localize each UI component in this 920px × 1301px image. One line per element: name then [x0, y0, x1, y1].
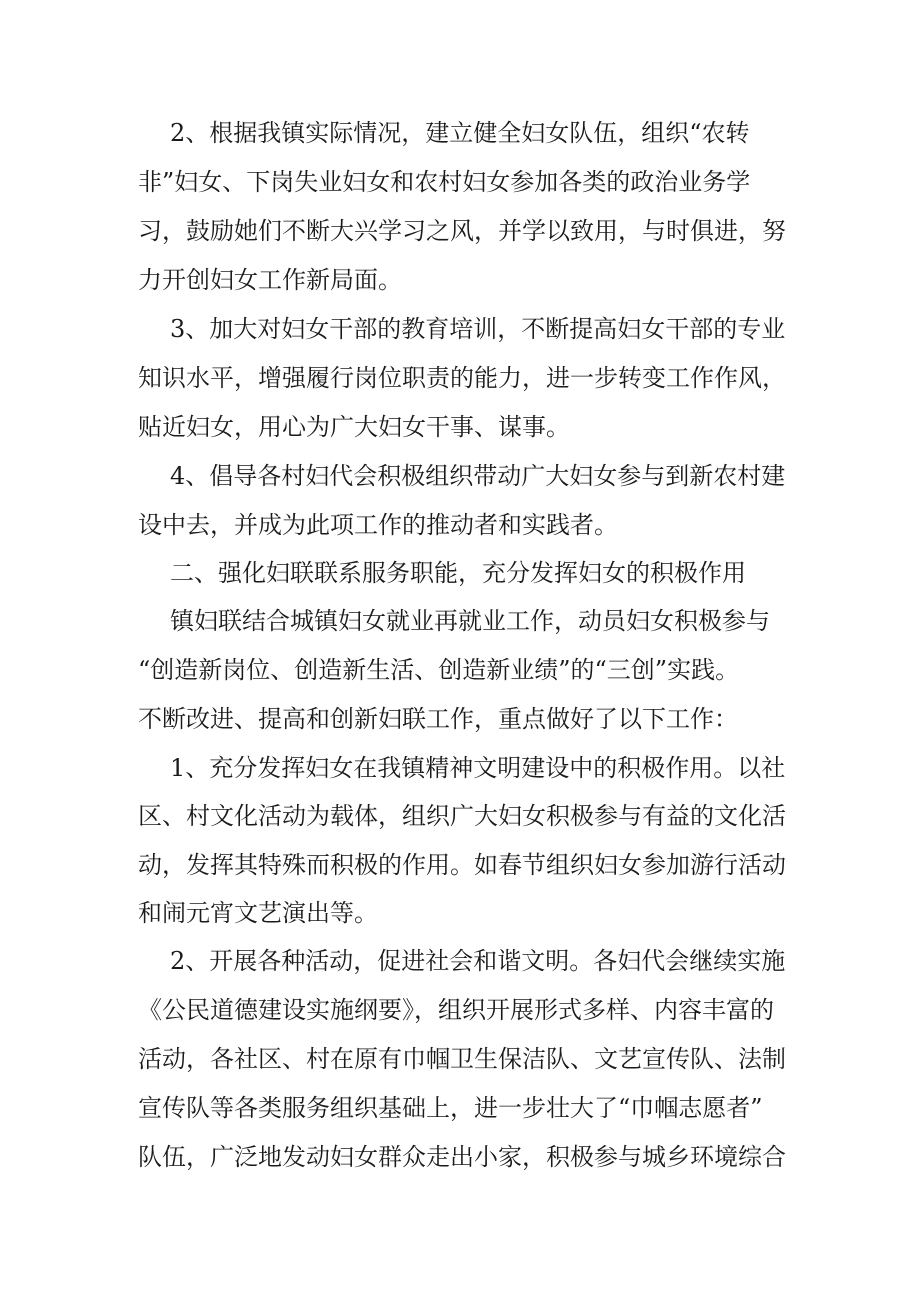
paragraph-line: 区、村文化活动为载体，组织广大妇女积极参与有益的文化活 — [138, 802, 786, 830]
paragraph-line: 宣传队等各类服务组织基础上，进一步壮大了“巾帼志愿者” — [138, 1094, 763, 1122]
paragraph-line: 1、充分发挥妇女在我镇精神文明建设中的积极作用。以社 — [170, 754, 786, 782]
section-heading: 二、强化妇联联系服务职能，充分发挥妇女的积极作用 — [170, 559, 746, 587]
paragraph-line: 2、开展各种活动，促进社会和谐文明。各妇代会继续实施 — [170, 947, 786, 975]
paragraph-line: 2、根据我镇实际情况，建立健全妇女队伍，组织“农转 — [170, 119, 750, 147]
paragraph-line: “创造新岗位、创造新生活、创造新业绩”的“三创”实践。 — [138, 656, 740, 684]
paragraph-line: 4、倡导各村妇代会积极组织带动广大妇女参与到新农村建 — [170, 462, 786, 490]
paragraph-line: 《公民道德建设实施纲要》，组织开展形式多样、内容丰富的 — [138, 996, 774, 1024]
paragraph-line: 不断改进、提高和创新妇联工作，重点做好了以下工作： — [138, 705, 738, 733]
paragraph-line: 3、加大对妇女干部的教育培训，不断提高妇女干部的专业 — [170, 315, 786, 343]
paragraph-line: 动，发挥其特殊而积极的作用。如春节组织妇女参加游行活动 — [138, 851, 786, 879]
paragraph-line: 队伍，广泛地发动妇女群众走出小家，积极参与城乡环境综合 — [138, 1143, 786, 1171]
paragraph-line: 力开创妇女工作新局面。 — [138, 266, 402, 294]
paragraph-line: 镇妇联结合城镇妇女就业再就业工作，动员妇女积极参与 — [170, 607, 770, 635]
paragraph-line: 知识水平，增强履行岗位职责的能力，进一步转变工作作风， — [138, 364, 786, 392]
paragraph-line: 习，鼓励她们不断大兴学习之风，并学以致用，与时俱进，努 — [138, 217, 786, 245]
paragraph-line: 和闹元宵文艺演出等。 — [138, 899, 378, 927]
paragraph-line: 设中去，并成为此项工作的推动者和实践者。 — [138, 511, 618, 539]
paragraph-line: 贴近妇女，用心为广大妇女干事、谋事。 — [138, 413, 570, 441]
paragraph-line: 活动，各社区、村在原有巾帼卫生保洁队、文艺宣传队、法制 — [138, 1045, 786, 1073]
paragraph-line: 非”妇女、下岗失业妇女和农村妇女参加各类的政治业务学 — [138, 168, 751, 196]
